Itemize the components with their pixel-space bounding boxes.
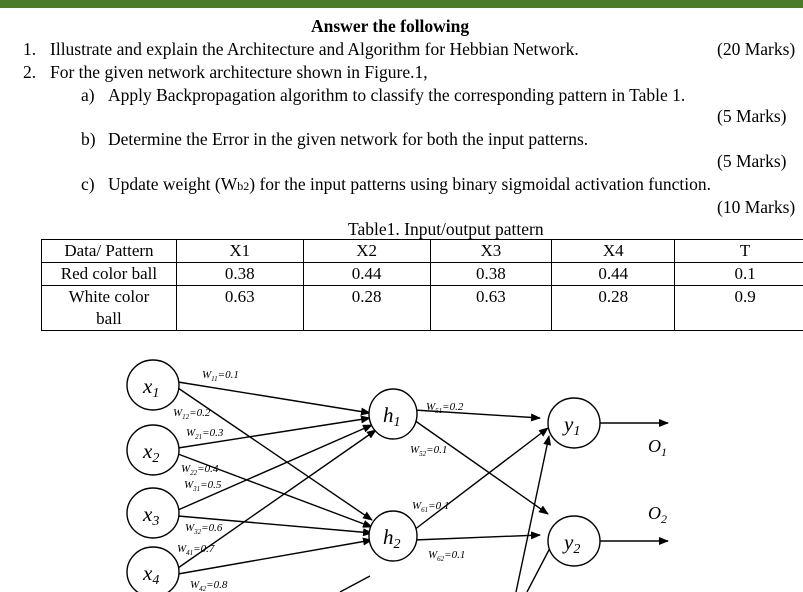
input-node-x2-label: x2 [143,439,160,466]
weight-w61: $W_{61}=0.1$ [412,500,450,514]
weight-w42: $W_{42}=0.8$ [190,579,228,592]
weight-w51: $W_{51}=0.2$ [426,401,464,415]
cell: 0.63 [176,286,303,331]
table-caption: Table1. Input/output pattern [348,219,544,239]
table-header-row [42,240,803,263]
output-node-y1-label: y1 [564,412,581,439]
question-b-text: Determine the Error in the given network for both the input patterns. [108,129,589,149]
cell: 0.1 [675,263,803,286]
input-node-x4-label: x4 [143,561,160,588]
question-c-subscript: b2 [237,179,250,193]
question-1-marks: (20 Marks) [717,39,796,59]
cell: 0.9 [675,286,803,331]
row-white-label-line2: ball [96,309,122,328]
question-c-text [108,174,711,196]
header-t: T [675,240,803,263]
weight-w62: $W_{62}=0.1$ [428,549,466,563]
output-nodes [548,398,600,566]
question-1-text: Illustrate and explain the Architecture and Algorithm for Hebbian Network. [50,39,579,59]
header-x4: X4 [552,240,675,263]
cell: 0.38 [430,263,552,286]
question-1-number: 1. [23,39,37,59]
input-node-x2 [127,425,179,475]
question-a-label: a) [81,85,95,105]
output-node-y1 [548,398,600,448]
input-node-x1 [127,360,179,410]
question-2-text: For the given network architecture shown in Figure.1, [50,62,428,82]
header-x1: X1 [176,240,303,263]
input-node-x3-label: x3 [143,502,160,529]
weight-w31: $W_{31}=0.5$ [184,479,222,493]
question-a-marks: (5 Marks) [717,106,787,126]
hidden-node-h2-label: h2 [383,525,401,552]
question-b-marks: (5 Marks) [717,151,787,171]
output-label-o1: $O_1$ [648,436,667,459]
question-c-label: c) [81,174,95,194]
row-white-label [42,286,177,331]
input-node-x1-label: x1 [143,374,160,401]
section-heading: Answer the following [311,16,470,36]
cell: 0.28 [303,286,430,331]
cell: 0.28 [552,286,675,331]
cell: 0.44 [552,263,675,286]
question-c-marks: (10 Marks) [717,197,796,217]
edge-bias-y2 [527,546,551,592]
weight-w22: $W_{22}=0.4$ [181,463,219,477]
weight-w12: $W_{12}=0.2$ [173,407,211,421]
weight-w52: $W_{52}=0.1$ [410,444,448,458]
edge-bias-y1 [516,436,549,592]
output-node-y2 [548,516,600,566]
weight-labels [173,369,465,592]
row-red-label: Red color ball [42,263,177,286]
network-diagram [0,330,803,592]
header-x2: X2 [303,240,430,263]
table-row [42,263,803,286]
input-output-table [41,239,803,331]
output-node-y2-label: y2 [564,530,581,557]
header-data-pattern: Data/ Pattern [42,240,177,263]
weight-w21: $W_{21}=0.3$ [186,427,224,441]
top-color-bar [0,0,803,8]
question-c-text-start: Update weight (W [108,174,238,194]
cell: 0.44 [303,263,430,286]
input-nodes [127,360,179,592]
question-a-text: Apply Backpropagation algorithm to classify the corresponding pattern in Table 1. [108,85,686,105]
input-node-x3 [127,488,179,538]
edge-bias-h2 [340,576,370,592]
weight-w11: $W_{11}=0.1$ [202,369,239,383]
output-label-o2: $O_2$ [648,503,667,526]
cell: 0.38 [176,263,303,286]
cell: 0.63 [430,286,552,331]
weight-w41: $W_{41}=0.7$ [177,543,215,557]
weight-w32: $W_{32}=0.6$ [185,522,223,536]
hidden-node-h1-label: h1 [383,403,401,430]
edge-h2-y2 [414,535,540,540]
question-c-text-end: ) for the input patterns using binary sigmoidal activation function. [249,174,711,194]
question-2-number: 2. [23,62,37,82]
table-row [42,286,803,331]
question-b-label: b) [81,129,96,149]
hidden-nodes [369,389,417,561]
row-white-label-line1: White color [68,287,150,306]
header-x3: X3 [430,240,552,263]
